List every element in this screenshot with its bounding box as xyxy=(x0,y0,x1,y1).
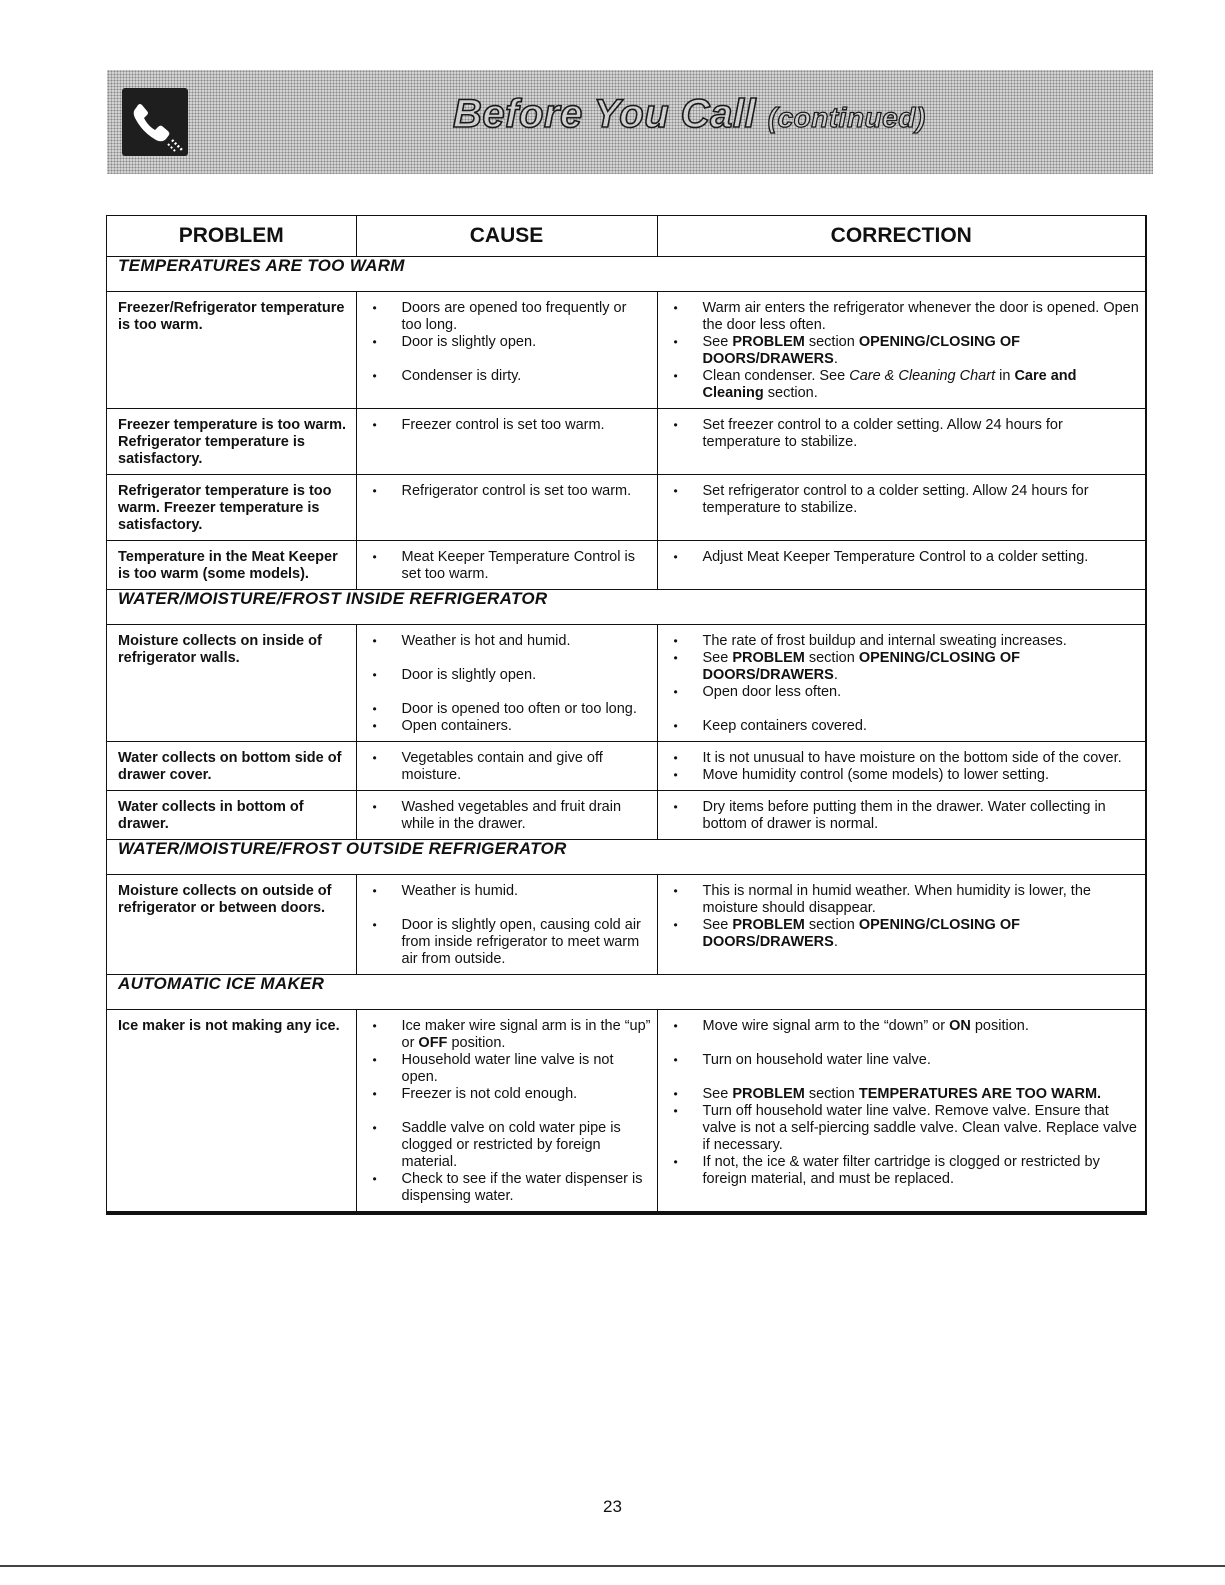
column-header-correction: CORRECTION xyxy=(657,216,1145,257)
cause-cell xyxy=(356,475,657,541)
cause-list xyxy=(357,883,651,968)
phone-icon xyxy=(122,88,188,156)
page-subtitle: (continued) xyxy=(767,102,926,133)
correction-cell xyxy=(657,409,1145,475)
correction-item: • See PROBLEM section TEMPERATURES ARE TOO WARM. xyxy=(658,1086,1140,1103)
cause-item: • Ice maker wire signal arm is in the “up” or OFF position. xyxy=(357,1018,651,1052)
correction-cell xyxy=(657,292,1145,409)
correction-item: • Set refrigerator control to a colder setting. Allow 24 hours for temperature to stabilize. xyxy=(658,483,1140,517)
cause-list xyxy=(357,1018,651,1205)
section-title: AUTOMATIC ICE MAKER xyxy=(107,975,1145,1010)
problem-cell: Freezer/Refrigerator temperature is too warm. xyxy=(107,292,356,409)
cause-cell xyxy=(356,791,657,840)
cause-item: • Check to see if the water dispenser is dispensing water. xyxy=(357,1171,651,1205)
table-row xyxy=(107,625,1145,742)
problem-cell: Water collects on bottom side of drawer cover. xyxy=(107,742,356,791)
correction-cell xyxy=(657,875,1145,975)
cause-list xyxy=(357,799,651,833)
correction-item: • Clean condenser. See Care & Cleaning Chart in Care and Cleaning section. xyxy=(658,368,1140,402)
cause-item: • Door is slightly open. xyxy=(357,334,651,351)
problem-cell: Water collects in bottom of drawer. xyxy=(107,791,356,840)
cause-item: • Door is opened too often or too long. xyxy=(357,701,651,718)
cause-item: • Meat Keeper Temperature Control is set too warm. xyxy=(357,549,651,583)
correction-cell xyxy=(657,791,1145,840)
page-number: 23 xyxy=(603,1497,622,1516)
correction-item: • The rate of frost buildup and internal sweating increases. xyxy=(658,633,1140,650)
bottom-rule xyxy=(0,1565,1225,1567)
correction-list xyxy=(658,633,1140,735)
section-title: TEMPERATURES ARE TOO WARM xyxy=(107,257,1145,292)
problem-cell: Temperature in the Meat Keeper is too warm (some models). xyxy=(107,541,356,590)
troubleshooting-table xyxy=(106,215,1147,1215)
table-row xyxy=(107,875,1145,975)
problem-cell: Moisture collects on inside of refrigerator walls. xyxy=(107,625,356,742)
cause-item: • Freezer is not cold enough. xyxy=(357,1086,651,1103)
correction-cell xyxy=(657,475,1145,541)
section-header-row xyxy=(107,975,1145,1010)
correction-item: • If not, the ice & water filter cartridge is clogged or restricted by foreign material, and must be replaced. xyxy=(658,1154,1140,1188)
correction-item: • Keep containers covered. xyxy=(658,718,1140,735)
correction-item: • Set freezer control to a colder setting. Allow 24 hours for temperature to stabilize. xyxy=(658,417,1140,451)
column-header-problem: PROBLEM xyxy=(107,216,356,257)
correction-cell xyxy=(657,742,1145,791)
table-row xyxy=(107,292,1145,409)
correction-item: • Dry items before putting them in the drawer. Water collecting in bottom of drawer is normal. xyxy=(658,799,1140,833)
cause-item: • Condenser is dirty. xyxy=(357,368,651,385)
cause-item: • Doors are opened too frequently or too long. xyxy=(357,300,651,334)
cause-cell xyxy=(356,625,657,742)
correction-item: • See PROBLEM section OPENING/CLOSING OF DOORS/DRAWERS. xyxy=(658,334,1140,368)
cause-list xyxy=(357,633,651,735)
cause-item: • Freezer control is set too warm. xyxy=(357,417,651,434)
table-row xyxy=(107,409,1145,475)
cause-cell xyxy=(356,742,657,791)
cause-list xyxy=(357,483,651,500)
correction-item: • See PROBLEM section OPENING/CLOSING OF DOORS/DRAWERS. xyxy=(658,650,1140,684)
page-header-banner xyxy=(107,70,1153,174)
correction-item: • It is not unusual to have moisture on the bottom side of the cover. xyxy=(658,750,1140,767)
section-header-row xyxy=(107,840,1145,875)
correction-item: • Warm air enters the refrigerator whenever the door is opened. Open the door less often. xyxy=(658,300,1140,334)
cause-item: • Saddle valve on cold water pipe is clogged or restricted by foreign material. xyxy=(357,1120,651,1171)
table-row xyxy=(107,541,1145,590)
section-header-row xyxy=(107,257,1145,292)
cause-list xyxy=(357,750,651,784)
cause-item: • Weather is humid. xyxy=(357,883,651,900)
section-title: WATER/MOISTURE/FROST OUTSIDE REFRIGERATOR xyxy=(107,840,1145,875)
cause-item: • Door is slightly open. xyxy=(357,667,651,684)
problem-cell: Ice maker is not making any ice. xyxy=(107,1010,356,1212)
correction-item: • Open door less often. xyxy=(658,684,1140,701)
correction-list xyxy=(658,750,1140,784)
cause-cell xyxy=(356,409,657,475)
correction-cell xyxy=(657,625,1145,742)
correction-list xyxy=(658,549,1140,566)
correction-list xyxy=(658,483,1140,517)
cause-cell xyxy=(356,1010,657,1212)
correction-list xyxy=(658,417,1140,451)
problem-cell: Freezer temperature is too warm. Refrigerator temperature is satisfactory. xyxy=(107,409,356,475)
cause-item: • Weather is hot and humid. xyxy=(357,633,651,650)
correction-list xyxy=(658,300,1140,402)
cause-list xyxy=(357,417,651,434)
cause-item: • Open containers. xyxy=(357,718,651,735)
correction-item: • Move humidity control (some models) to lower setting. xyxy=(658,767,1140,784)
table-row xyxy=(107,1010,1145,1212)
table-header-row xyxy=(107,216,1145,257)
correction-list xyxy=(658,799,1140,833)
section-title: WATER/MOISTURE/FROST INSIDE REFRIGERATOR xyxy=(107,590,1145,625)
correction-item: • See PROBLEM section OPENING/CLOSING OF DOORS/DRAWERS. xyxy=(658,917,1140,951)
correction-item: • Turn off household water line valve. Remove valve. Ensure that valve is not a self-piercing saddle valve. Clean valve. Replace valve if necessary. xyxy=(658,1103,1140,1154)
cause-item: • Vegetables contain and give off moisture. xyxy=(357,750,651,784)
cause-list xyxy=(357,300,651,385)
correction-list xyxy=(658,883,1140,951)
correction-list xyxy=(658,1018,1140,1188)
column-header-cause: CAUSE xyxy=(356,216,657,257)
cause-item: • Household water line valve is not open. xyxy=(357,1052,651,1086)
section-header-row xyxy=(107,590,1145,625)
correction-cell xyxy=(657,1010,1145,1212)
cause-cell xyxy=(356,541,657,590)
correction-item: • Turn on household water line valve. xyxy=(658,1052,1140,1069)
table-row xyxy=(107,791,1145,840)
problem-cell: Refrigerator temperature is too warm. Freezer temperature is satisfactory. xyxy=(107,475,356,541)
problem-cell: Moisture collects on outside of refrigerator or between doors. xyxy=(107,875,356,975)
cause-cell xyxy=(356,292,657,409)
cause-list xyxy=(357,549,651,583)
table-row xyxy=(107,475,1145,541)
correction-cell xyxy=(657,541,1145,590)
correction-item: • This is normal in humid weather. When humidity is lower, the moisture should disappear. xyxy=(658,883,1140,917)
correction-item: • Adjust Meat Keeper Temperature Control to a colder setting. xyxy=(658,549,1140,566)
cause-item: • Washed vegetables and fruit drain while in the drawer. xyxy=(357,799,651,833)
cause-cell xyxy=(356,875,657,975)
table-row xyxy=(107,742,1145,791)
page-title: Before You Call (continued) xyxy=(453,92,926,136)
cause-item: • Refrigerator control is set too warm. xyxy=(357,483,651,500)
cause-item: • Door is slightly open, causing cold air from inside refrigerator to meet warm air from outside. xyxy=(357,917,651,968)
correction-item: • Move wire signal arm to the “down” or ON position. xyxy=(658,1018,1140,1035)
